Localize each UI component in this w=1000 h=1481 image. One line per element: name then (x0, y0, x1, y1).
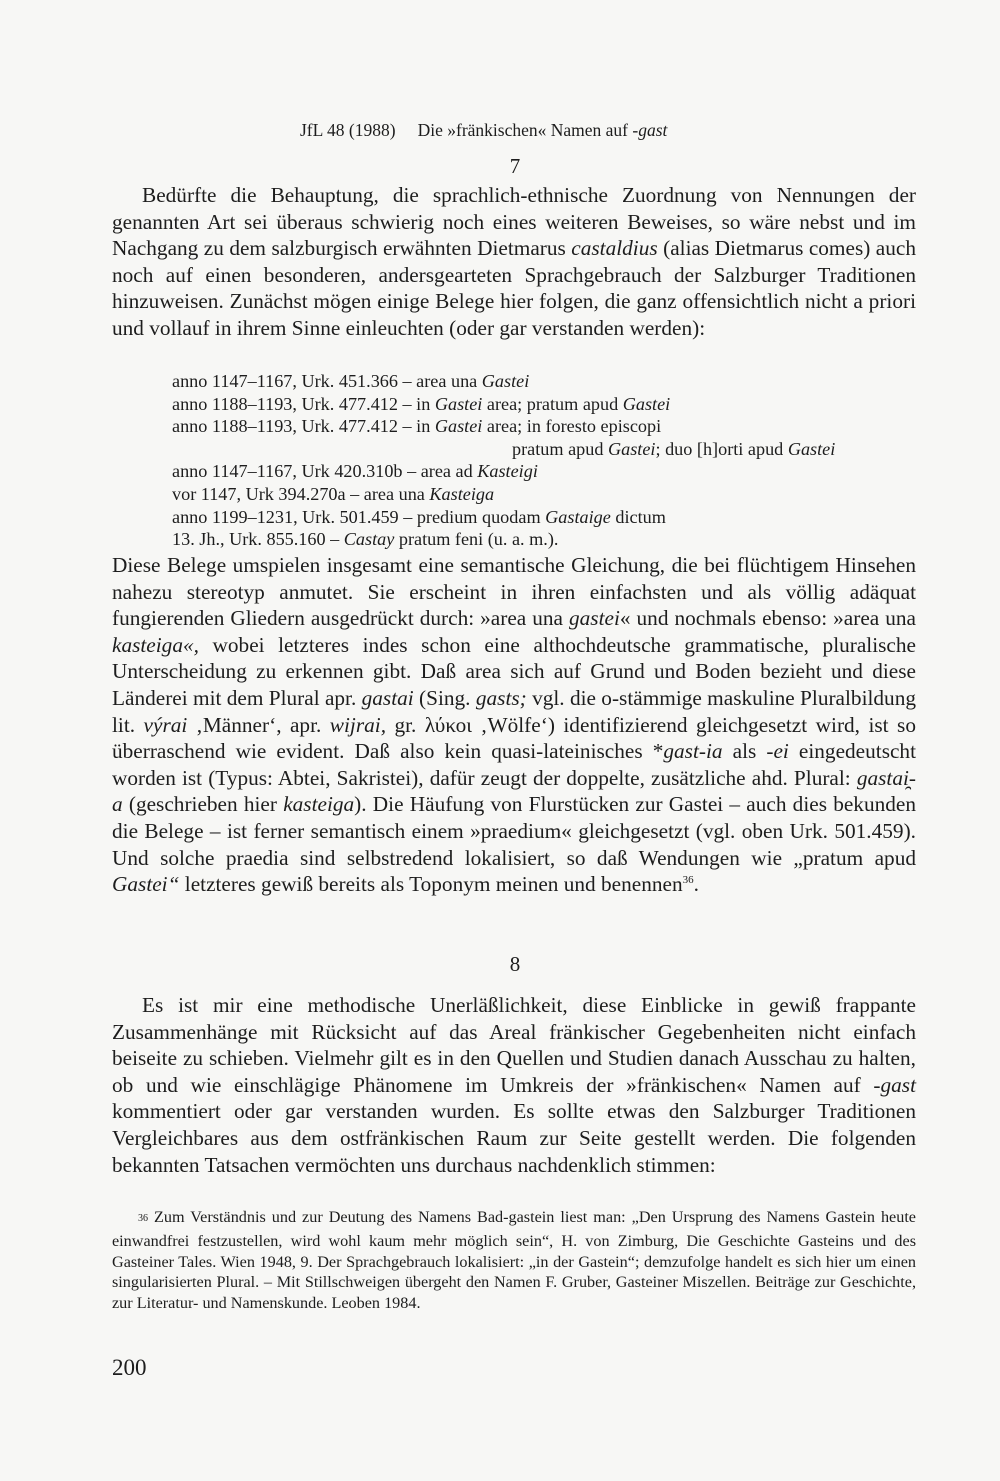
section-number-8: 8 (509, 952, 521, 976)
italic-term: Gastei (481, 371, 530, 391)
italic-term: gast-ia (663, 739, 723, 764)
italic-term: castaldius (571, 236, 658, 261)
italic-term: Kasteigi (477, 461, 538, 482)
italic-term: Kasteiga (429, 483, 495, 504)
journal-reference: JfL 48 (1988) (300, 120, 396, 140)
paragraph: Bedürfte die Behauptung, die sprachlich-ethnische Zuordnung von Nennungen der genannten Art sei überaus schwierig noch eines weiteren Beweises, so wäre nebst und im Nachgang zu dem salzburgisch erwähnten Dietmarus castaldius (alias Dietmarus comes) auch noch auf einen besonderen, andersgearteten Sprachgebrauch der Salzburger Traditionen hinzuweisen. Zunächst mögen einige Belege hier folgen, die ganz offensichtlich nicht a priori und vollauf in ihrem Sinne einleuchten (oder gar verstanden werden): (112, 183, 916, 340)
italic-term: Gastaige (545, 506, 611, 527)
running-header (300, 120, 800, 141)
italic-term: Gastei (434, 416, 483, 437)
italic-term: Gastei“ (112, 872, 180, 897)
citation-line: vor 1147, Urk 394.270a – area una Kasteiga (172, 483, 495, 504)
citation-line: pratum apud Gastei; duo [h]orti apud Gastei (512, 438, 836, 459)
italic-term: výrai (143, 712, 188, 737)
footnote-text: Zum Verständnis und zur Deutung des Namens Bad-gastein liest man: „Den Ursprung des Namens Gastein heute einwandfrei festzustellen, wird wohl kaum mehr möglich sein“, H. von Zimburg, Die Geschichte Gasteins und des Gasteiner Tales. Wien 1948, 9. Der Sprachgebrauch lokalisiert: „in der Gastein“; demzufolge handelt es sich hier um einen singularisierten Plural. – Mit Stillschweigen übergeht den Namen F. Gruber, Gasteiner Miszellen. Beiträge zur Geschichte, zur Literatur- und Namenskunde. Leoben 1984. (112, 1208, 916, 1313)
italic-term: gasts; (475, 685, 527, 710)
article-title-prefix: Die »fränkischen« Namen auf (417, 120, 633, 140)
italic-term: gastai̯-a (112, 765, 916, 817)
italic-term: Gastei (622, 393, 671, 414)
citation-line: anno 1188–1193, Urk. 477.412 – in Gastei area; pratum apud Gastei (172, 393, 671, 414)
section-8-intro (112, 992, 916, 1178)
italic-term: Gastei (434, 393, 483, 414)
italic-term: Gastei (607, 438, 656, 459)
paragraph: Diese Belege umspielen insgesamt eine semantische Gleichung, die bei flüchtigem Hinsehen nahezu stereotyp anmutet. Sie erscheint in ihren einfachsten und als völlig adäquat fungierenden Gliedern ausgedrückt durch: »area una gastei« und nochmals ebenso: »area una kasteiga«, wobei letzteres indes schon eine althochdeutsche grammatische, pluralische Unterscheidung zu erkennen gibt. Daß area sich auf Grund und Boden bezieht und diese Länderei mit dem Plural apr. gastai (Sing. gasts; vgl. die o-stämmige maskuline Pluralbildung lit. výrai ‚Männer‘, apr. wijrai, gr. λύκοι ‚Wölfe‘) identifizierend gleichgesetzt wird, ist so überraschend wie evident. Daß also kein quasi-lateinisches *gast-ia als -ei eingedeutscht worden ist (Typus: Abtei, Sakristei), dafür zeugt der doppelte, zusätzliche ahd. Plural: gastai̯-a (geschrieben hier kasteiga). Die Häufung von Flurstücken zur Gastei – auch dies bekunden die Belege – ist ferner semantisch einem »praedium« gleichgesetzt (vgl. oben Urk. 501.459). Und solche praedia sind selbstredend lokalisiert, so daß Wendungen wie „pratum apud Gastei“ letzteres gewiß bereits als Toponym meinen und benennen$^{36}$. (112, 553, 917, 897)
citation-line: anno 1147–1167, Urk. 451.366 – area una Gastei (172, 371, 530, 391)
italic-term: Castay (343, 529, 395, 550)
italic-term: Gastei (787, 438, 836, 459)
italic-term: kasteiga (283, 792, 355, 817)
citation-line: anno 1199–1231, Urk. 501.459 – predium quodam Gastaige dictum (172, 506, 666, 527)
citation-line: anno 1147–1167, Urk 420.310b – area ad Kasteigi (172, 461, 538, 482)
italic-term: gastei (569, 606, 620, 631)
footnote-marker: 36 (138, 1213, 148, 1224)
page-number: 200 (112, 1355, 147, 1380)
section-7-intro (112, 182, 916, 342)
paragraph: Es ist mir eine methodische Unerläßlichkeit, diese Einblicke in gewiß frappante Zusammenhänge mit Rücksicht auf das Areal fränkischer Gegebenheiten nicht einfach beiseite zu schieben. Vielmehr gilt es in den Quellen und Studien danach Ausschau zu halten, ob und wie einschlägige Phänomene im Umkreis der »fränkischen« Namen auf -gast kommentiert oder gar verstanden wurden. Es sollte etwas den Salzburger Traditionen Vergleichbares aus dem ostfränkischen Raum zur Seite gestellt werden. Die folgenden bekannten Tatsachen vermöchten uns durchaus nachdenklich stimmen: (112, 993, 916, 1177)
italic-term: kasteiga«, (112, 632, 199, 657)
footnote-36 (112, 1207, 916, 1314)
italic-term: wijrai, (329, 712, 387, 737)
italic-term: -ei (766, 739, 789, 764)
footnote-reference: 36 (682, 874, 694, 887)
italic-term: -gast (873, 1072, 916, 1097)
article-title-suffix: -gast (632, 120, 668, 140)
italic-term: gastai (361, 685, 414, 710)
section-number-7: 7 (509, 154, 521, 178)
citation-line: anno 1188–1193, Urk. 477.412 – in Gastei area; in foresto episcopi (172, 416, 662, 437)
citation-line: 13. Jh., Urk. 855.160 – Castay pratum feni (u. a. m.). (172, 529, 559, 550)
citation-list (172, 370, 916, 551)
section-7-analysis (112, 552, 916, 898)
